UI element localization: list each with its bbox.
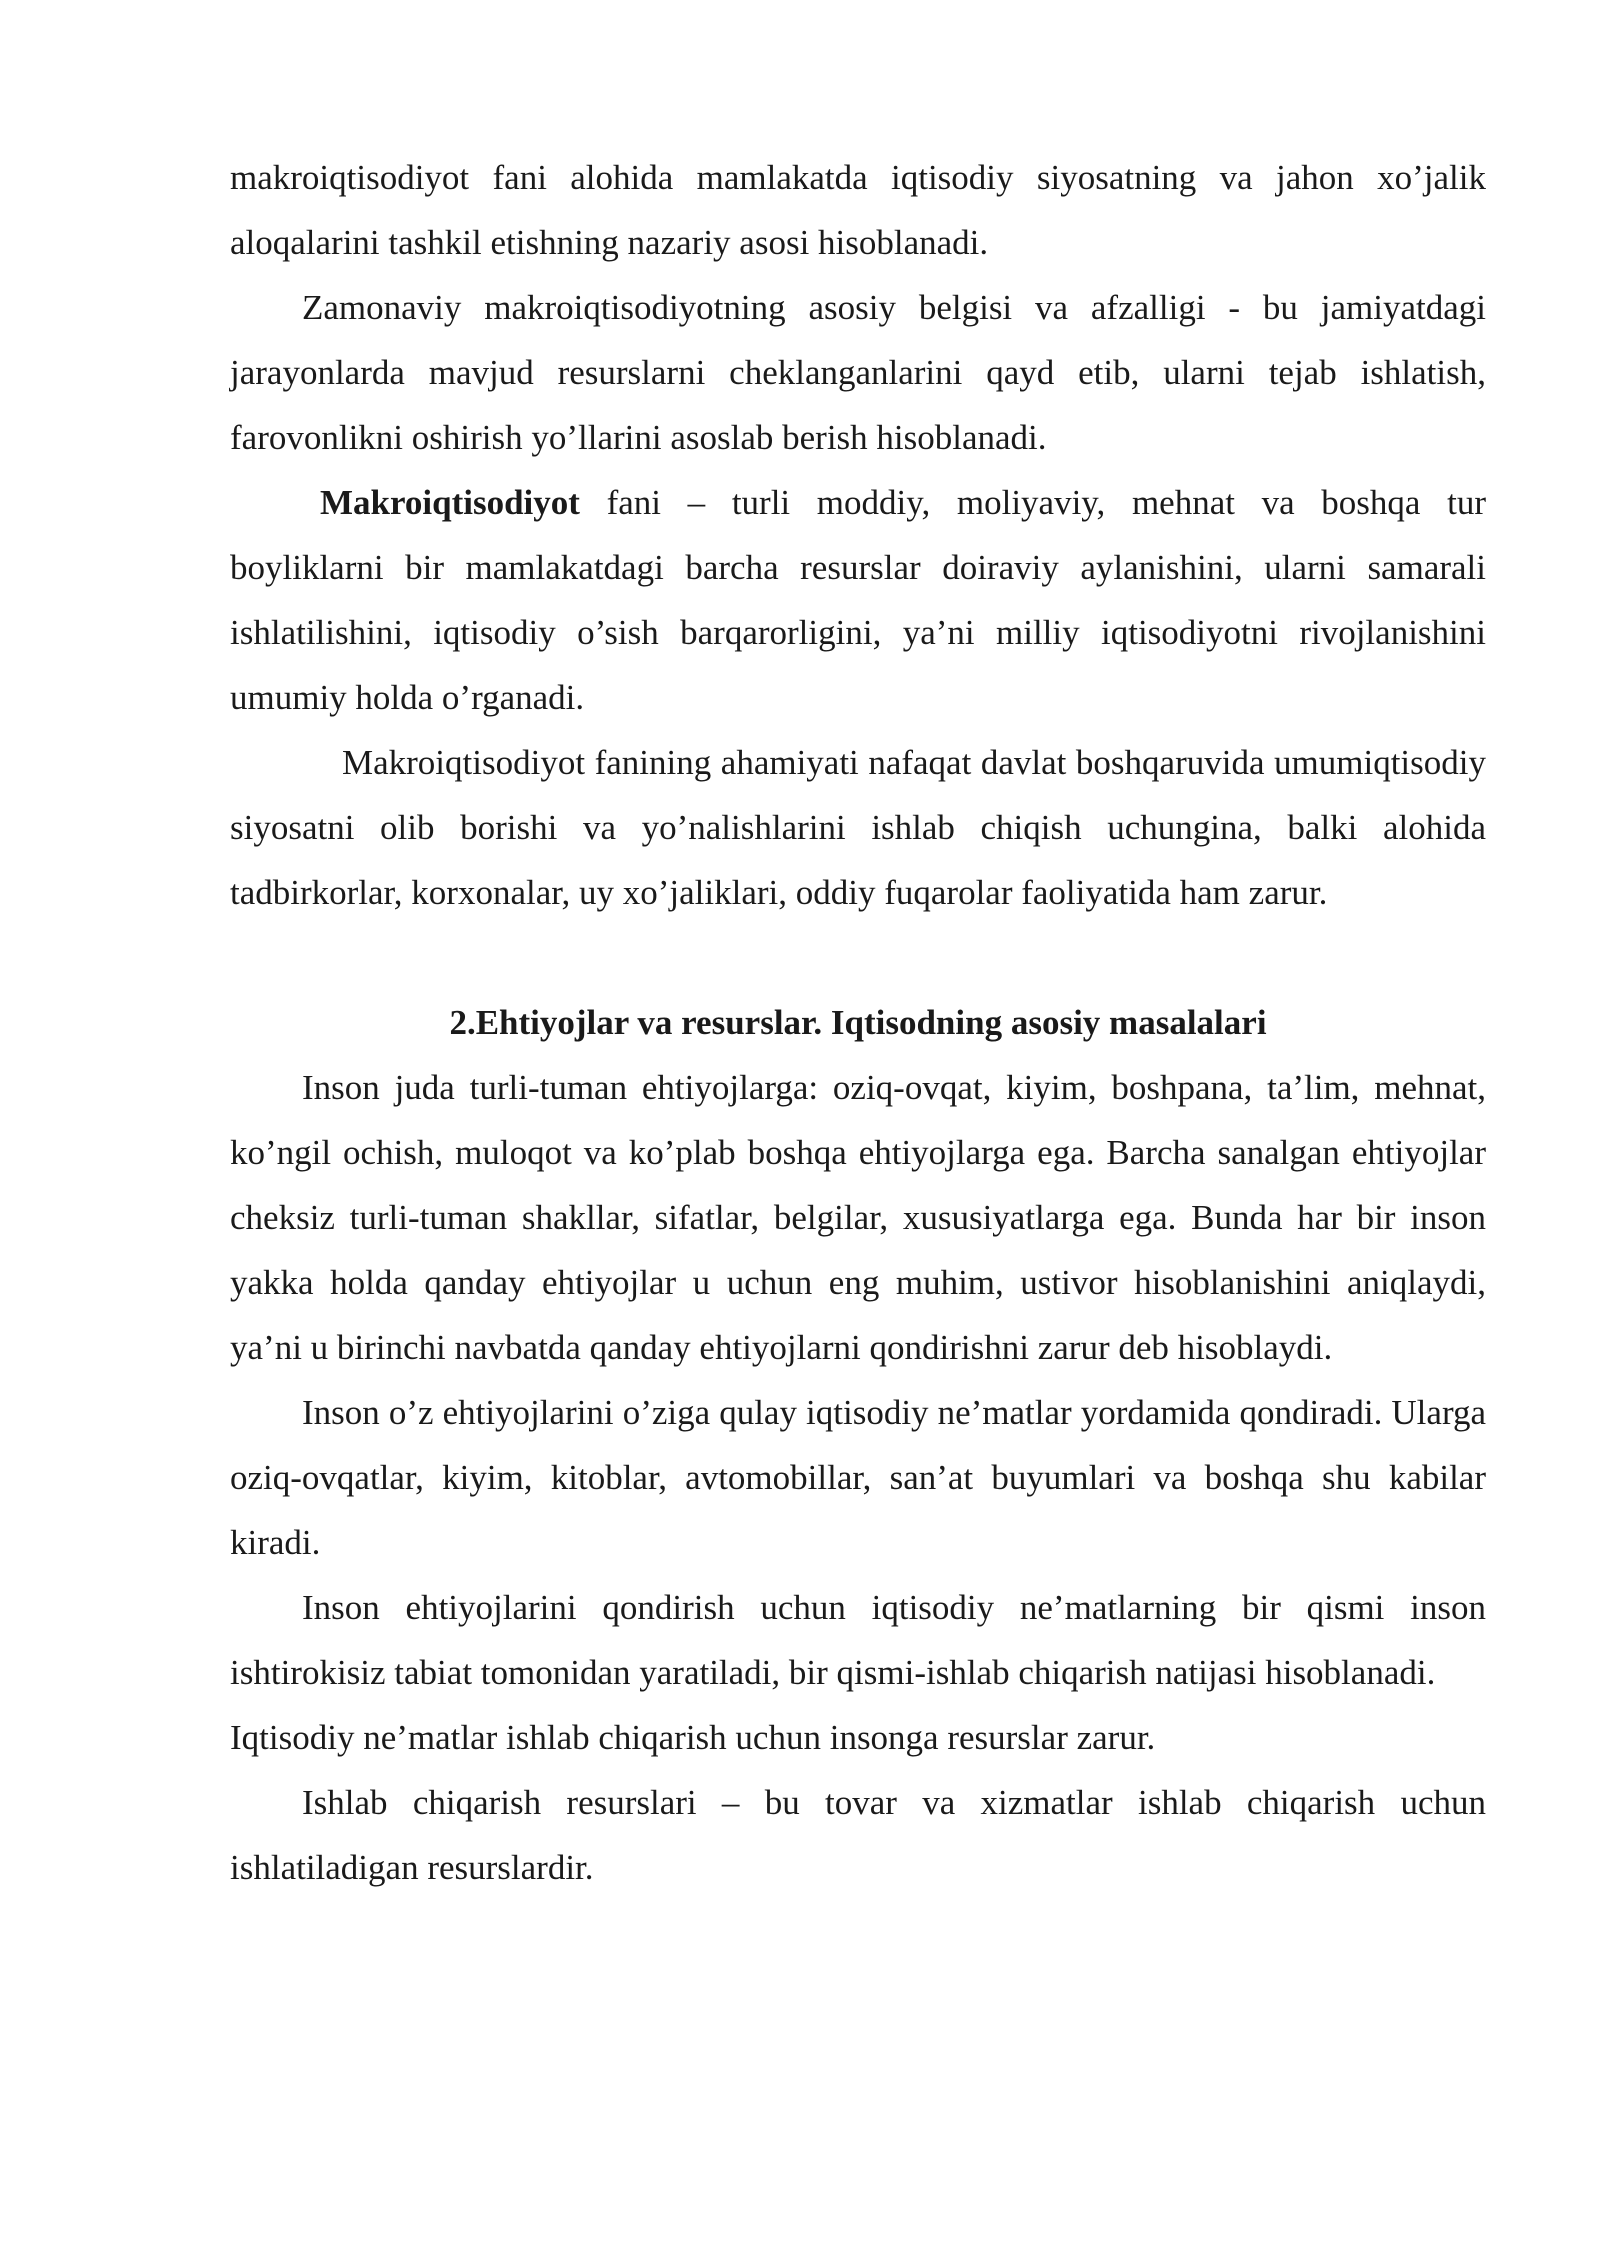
document-page xyxy=(230,145,1486,1900)
paragraph-3 xyxy=(230,470,1486,730)
paragraph-1: makroiqtisodiyot fani alohida mamlakatda iqtisodiy siyosatning va jahon xo’jalik aloqalarini tashkil etishning nazariy asosi hisoblanadi. xyxy=(230,158,1486,262)
paragraph-3-text: fani – turli moddiy, moliyaviy, mehnat va boshqa tur boyliklarni bir mamlakatdagi barcha resurslar doiraviy aylanishini, ularni samarali ishlatilishini, iqtisodiy o’sish barqarorligini, ya’ni milliy iqtisodiyotni rivojlanishini umumiy holda o’rganadi. xyxy=(230,483,1486,717)
paragraph-7: Inson ehtiyojlarini qondirish uchun iqtisodiy ne’matlarning bir qismi inson ishtirokisiz tabiat tomonidan yaratiladi, bir qismi-ishlab chiqarish natijasi hisoblanadi. xyxy=(230,1588,1486,1692)
paragraph-4: Makroiqtisodiyot fanining ahamiyati nafaqat davlat boshqaruvida umumiqtisodiy siyosatni olib borishi va yo’nalishlarini ishlab chiqish uchungina, balki alohida tadbirkorlar, korxonalar, uy xo’jaliklari, oddiy fuqarolar faoliyatida ham zarur. xyxy=(230,743,1486,912)
paragraph-2: Zamonaviy makroiqtisodiyotning asosiy belgisi va afzalligi - bu jamiyatdagi jarayonlarda mavjud resurslarni cheklanganlarini qayd etib, ularni tejab ishlatish, farovonlikni oshirish yo’llarini asoslab berish hisoblanadi. xyxy=(230,288,1486,457)
section-heading: 2.Ehtiyojlar va resurslar. Iqtisodning asosiy masalalari xyxy=(449,1003,1267,1042)
paragraph-9: Ishlab chiqarish resurslari – bu tovar va xizmatlar ishlab chiqarish uchun ishlatiladigan resurslardir. xyxy=(230,1783,1486,1887)
paragraph-8: Iqtisodiy ne’matlar ishlab chiqarish uchun insonga resurslar zarur. xyxy=(230,1718,1156,1757)
paragraph-5: Inson juda turli-tuman ehtiyojlarga: oziq-ovqat, kiyim, boshpana, ta’lim, mehnat, ko’ngil ochish, muloqot va ko’plab boshqa ehtiyojlarga ega. Barcha sanalgan ehtiyojlar cheksiz turli-tuman shakllar, sifatlar, belgilar, xususiyatlarga ega. Bunda har bir inson yakka holda qanday ehtiyojlar u uchun eng muhim, ustivor hisoblanishini aniqlaydi, ya’ni u birinchi navbatda qanday ehtiyojlarni qondirishni zarur deb hisoblaydi. xyxy=(230,1068,1486,1367)
paragraph-6: Inson o’z ehtiyojlarini o’ziga qulay iqtisodiy ne’matlar yordamida qondiradi. Ularga oziq-ovqatlar, kiyim, kitoblar, avtomobillar, san’at buyumlari va boshqa shu kabilar kiradi. xyxy=(230,1393,1486,1562)
bold-term: Makroiqtisodiyot xyxy=(320,483,580,522)
